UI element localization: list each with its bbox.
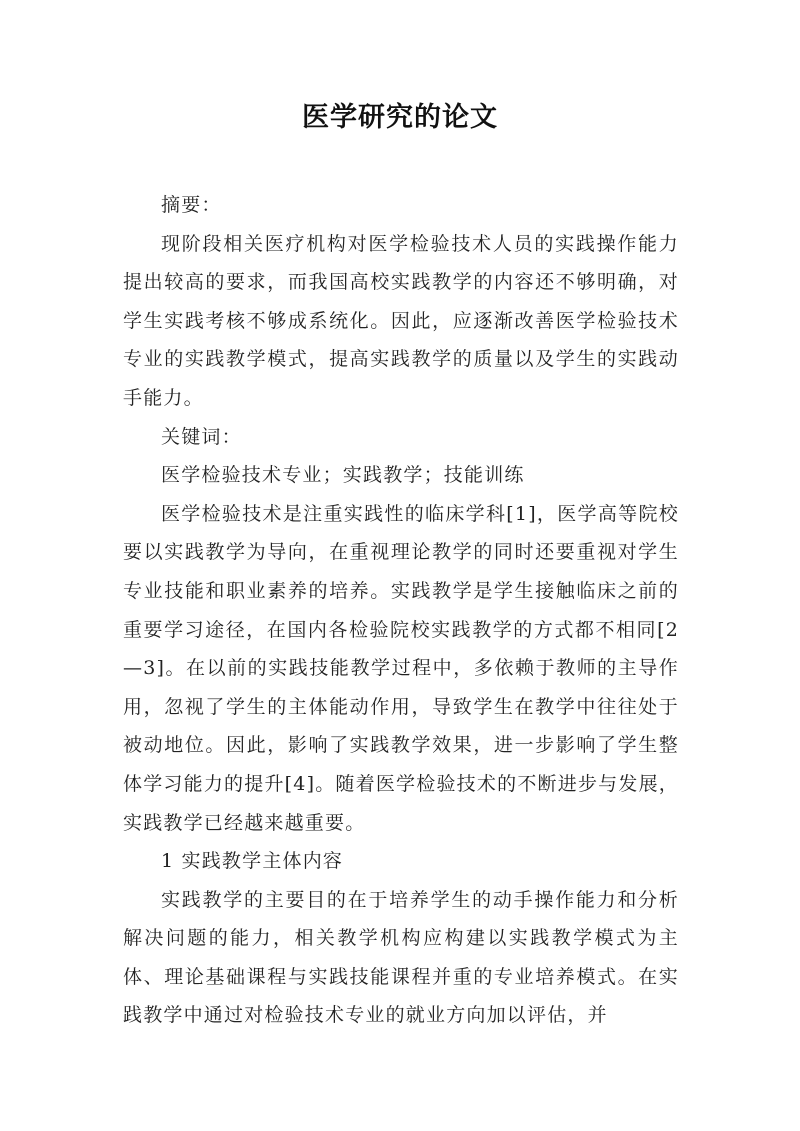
section-paragraph: 实践教学的主要目的在于培养学生的动手操作能力和分析解决问题的能力，相关教学机构应构建以实践教学模式为主体、理论基础课程与实践技能课程并重的专业培养模式。在实践教学中通过对检验技术专业的就业方向加以评估，并	[123, 888, 679, 1027]
keywords-paragraph: 医学检验技术专业；实践教学；技能训练	[161, 464, 525, 487]
keywords-heading: 关键词：	[161, 425, 242, 448]
abstract-paragraph: 现阶段相关医疗机构对医学检验技术人员的实践操作能力提出较高的要求，而我国高校实践教学的内容还不够明确，对学生实践考核不够成系统化。因此，应逐渐改善医学检验技术专业的实践教学模式，提高实践教学的质量以及学生的实践动手能力。	[123, 232, 679, 409]
document-title: 医学研究的论文	[302, 102, 498, 133]
document-body	[123, 186, 679, 1035]
section-heading: 1 实践教学主体内容	[161, 850, 344, 873]
abstract-heading: 摘要：	[161, 194, 222, 216]
intro-paragraph: 医学检验技术是注重实践性的临床学科[1]，医学高等院校要以实践教学为导向，在重视理论教学的同时还要重视对学生专业技能和职业素养的培养。实践教学是学生接触临床之前的重要学习途径，在国内各检验院校实践教学的方式都不相同[2—3]。在以前的实践技能教学过程中，多依赖于教师的主导作用，忽视了学生的主体能动作用，导致学生在教学中往往处于被动地位。因此，影响了实践教学效果，进一步影响了学生整体学习能力的提升[4]。随着医学检验技术的不断进步与发展，实践教学已经越来越重要。	[123, 502, 679, 834]
